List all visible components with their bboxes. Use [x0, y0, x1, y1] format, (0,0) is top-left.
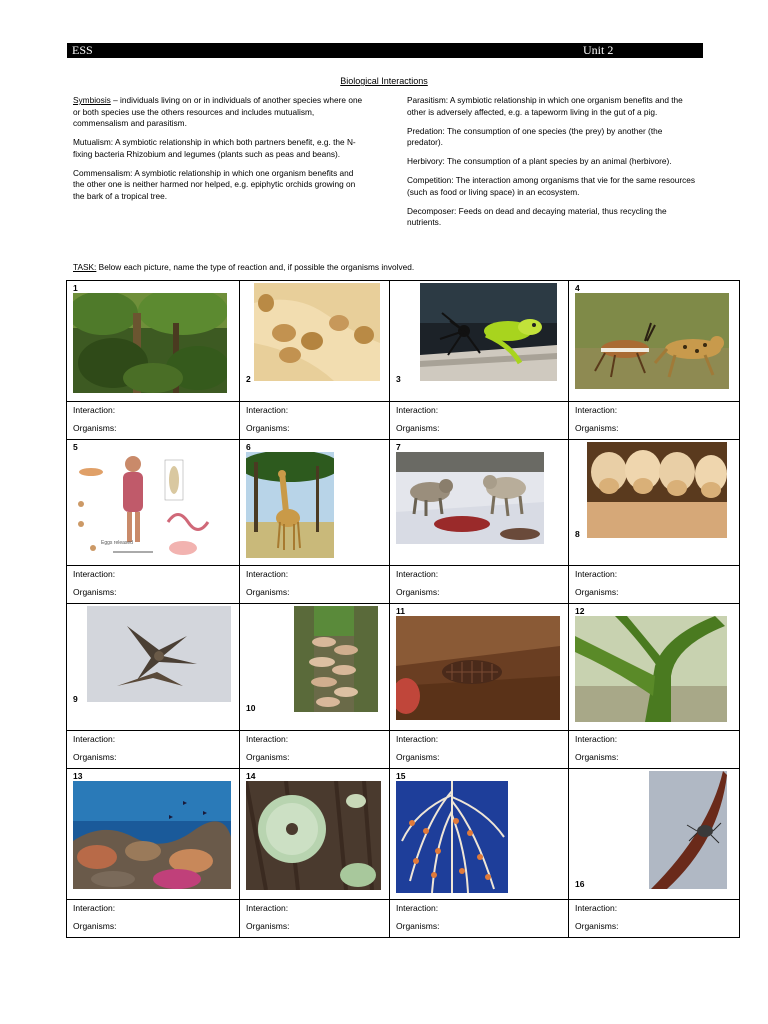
- page-title: Biological Interactions: [340, 76, 428, 86]
- organisms-label: Organisms:: [575, 752, 619, 762]
- answer-cell-8[interactable]: [569, 566, 740, 604]
- root-nodules-image: [396, 781, 508, 893]
- competition-definition: Competition: The interaction among organisms that vie for the same resources (such as food or living space) in an ecosystem.: [407, 175, 696, 197]
- course-label: ESS: [72, 43, 93, 57]
- cell-8: [569, 440, 740, 566]
- organisms-label: Organisms:: [246, 423, 290, 433]
- mosquito-thorn-image: [649, 771, 727, 889]
- picture-number: 16: [575, 879, 585, 889]
- interaction-label: Interaction:: [246, 569, 289, 579]
- interaction-label: Interaction:: [575, 405, 618, 415]
- answer-cell-13[interactable]: [67, 900, 240, 938]
- cell-4: [569, 281, 740, 402]
- tapeworm-image: [254, 283, 380, 381]
- answer-cell-4[interactable]: [569, 402, 740, 440]
- organisms-label: Organisms:: [73, 587, 117, 597]
- answer-cell-5[interactable]: [67, 566, 240, 604]
- cheetah-gazelle-image: [575, 293, 729, 389]
- gecko-spider-image: [420, 283, 557, 381]
- mutualism-definition: Mutualism: A symbiotic relationship in which both partners benefit, e.g. the N-fixing bacteria Rhizobium and legumes (plants such as peas and beans).: [73, 137, 356, 159]
- organisms-label: Organisms:: [396, 921, 440, 931]
- cell-9: [67, 604, 240, 731]
- interaction-label: Interaction:: [396, 903, 439, 913]
- giraffe-image: [246, 452, 334, 558]
- cell-3: [390, 281, 569, 402]
- wolves-image: [396, 452, 544, 544]
- picture-number: 9: [73, 694, 78, 704]
- unit-label: Unit 2: [583, 43, 614, 57]
- picture-number: 3: [396, 374, 401, 384]
- picture-number: 5: [73, 442, 78, 452]
- organisms-label: Organisms:: [575, 921, 619, 931]
- definitions-left: [73, 95, 363, 210]
- lichen-image: [246, 781, 381, 890]
- answer-cell-1[interactable]: [67, 402, 240, 440]
- answer-cell-10[interactable]: [240, 731, 390, 769]
- cell-12: [569, 604, 740, 731]
- cell-15: [390, 769, 569, 900]
- cell-7: [390, 440, 569, 566]
- interaction-label: Interaction:: [73, 903, 116, 913]
- answer-cell-16[interactable]: [569, 900, 740, 938]
- organisms-label: Organisms:: [246, 752, 290, 762]
- answer-cell-9[interactable]: [67, 731, 240, 769]
- symbiosis-term: Symbiosis: [73, 95, 111, 105]
- birds-image: [87, 606, 231, 702]
- interaction-label: Interaction:: [575, 569, 618, 579]
- interaction-label: Interaction:: [575, 903, 618, 913]
- symbiosis-text: – individuals living on or in individuals of another species where one or both species use the others resources and includes mutualism, commensalism and parasitism.: [73, 95, 363, 128]
- organisms-label: Organisms:: [246, 921, 290, 931]
- interaction-label: Interaction:: [396, 405, 439, 415]
- cell-2: [240, 281, 390, 402]
- interaction-label: Interaction:: [396, 569, 439, 579]
- moss-tree-image: [575, 616, 727, 722]
- header-bar: [67, 43, 703, 58]
- symbiosis-definition: [73, 95, 363, 130]
- definitions-right: [407, 95, 697, 236]
- cell-1: [67, 281, 240, 402]
- answer-cell-11[interactable]: [390, 731, 569, 769]
- organisms-label: Organisms:: [396, 587, 440, 597]
- answer-cell-12[interactable]: [569, 731, 740, 769]
- interaction-label: Interaction:: [246, 405, 289, 415]
- interaction-label: Interaction:: [73, 405, 116, 415]
- rainforest-image: [73, 293, 227, 393]
- answer-cell-14[interactable]: [240, 900, 390, 938]
- answer-cell-2[interactable]: [240, 402, 390, 440]
- answer-cell-3[interactable]: [390, 402, 569, 440]
- commensalism-definition: Commensalism: A symbiotic relationship in which one organism benefits and the other one is neither harmed nor helped, e.g. epiphytic orchids growing on the bark of a tropical tree.: [73, 167, 356, 201]
- cell-16: [569, 769, 740, 900]
- picture-number: 12: [575, 606, 585, 616]
- coral-reef-image: [73, 781, 231, 889]
- organisms-label: Organisms:: [73, 752, 117, 762]
- termites-image: [587, 442, 727, 538]
- organisms-label: Organisms:: [575, 423, 619, 433]
- picture-number: 6: [246, 442, 251, 452]
- picture-number: 4: [575, 283, 580, 293]
- answer-cell-15[interactable]: [390, 900, 569, 938]
- interaction-label: Interaction:: [396, 734, 439, 744]
- picture-number: 7: [396, 442, 401, 452]
- organisms-label: Organisms:: [575, 587, 619, 597]
- worksheet-grid: [66, 280, 740, 938]
- tapeworm-lifecycle-diagram: [73, 452, 210, 559]
- interaction-label: Interaction:: [246, 734, 289, 744]
- picture-number: 8: [575, 529, 580, 539]
- cell-6: [240, 440, 390, 566]
- decomposer-definition: Decomposer: Feeds on dead and decaying material, thus recycling the nutrients.: [407, 205, 667, 227]
- organisms-label: Organisms:: [246, 587, 290, 597]
- organisms-label: Organisms:: [396, 752, 440, 762]
- bracket-fungi-image: [294, 606, 378, 712]
- cell-10: [240, 604, 390, 731]
- organisms-label: Organisms:: [396, 423, 440, 433]
- picture-number: 2: [246, 374, 251, 384]
- picture-number: 14: [246, 771, 256, 781]
- picture-number: 10: [246, 703, 256, 713]
- herbivory-definition: Herbivory: The consumption of a plant species by an animal (herbivore).: [407, 156, 672, 166]
- picture-number: 15: [396, 771, 406, 781]
- task-instruction: [73, 262, 414, 272]
- answer-cell-7[interactable]: [390, 566, 569, 604]
- cell-5: [67, 440, 240, 566]
- cell-14: [240, 769, 390, 900]
- interaction-label: Interaction:: [73, 734, 116, 744]
- woodlouse-image: [396, 616, 560, 720]
- predation-definition: Predation: The consumption of one species (the prey) by another (the predator).: [407, 125, 663, 147]
- interaction-label: Interaction:: [73, 569, 116, 579]
- cell-11: [390, 604, 569, 731]
- interaction-label: Interaction:: [575, 734, 618, 744]
- organisms-label: Organisms:: [73, 423, 117, 433]
- picture-number: 1: [73, 283, 78, 293]
- answer-cell-6[interactable]: [240, 566, 390, 604]
- task-label: TASK:: [73, 262, 97, 272]
- task-text: Below each picture, name the type of reaction and, if possible the organisms involved.: [96, 262, 415, 272]
- picture-number: 13: [73, 771, 83, 781]
- picture-number: 11: [396, 606, 405, 616]
- diagram-caption: Eggs released: [101, 540, 133, 546]
- interaction-label: Interaction:: [246, 903, 289, 913]
- cell-13: [67, 769, 240, 900]
- organisms-label: Organisms:: [73, 921, 117, 931]
- parasitism-definition: Parasitism: A symbiotic relationship in which one organism benefits and the other is adversely affected, e.g. a tapeworm living in the gut of a pig.: [407, 95, 683, 117]
